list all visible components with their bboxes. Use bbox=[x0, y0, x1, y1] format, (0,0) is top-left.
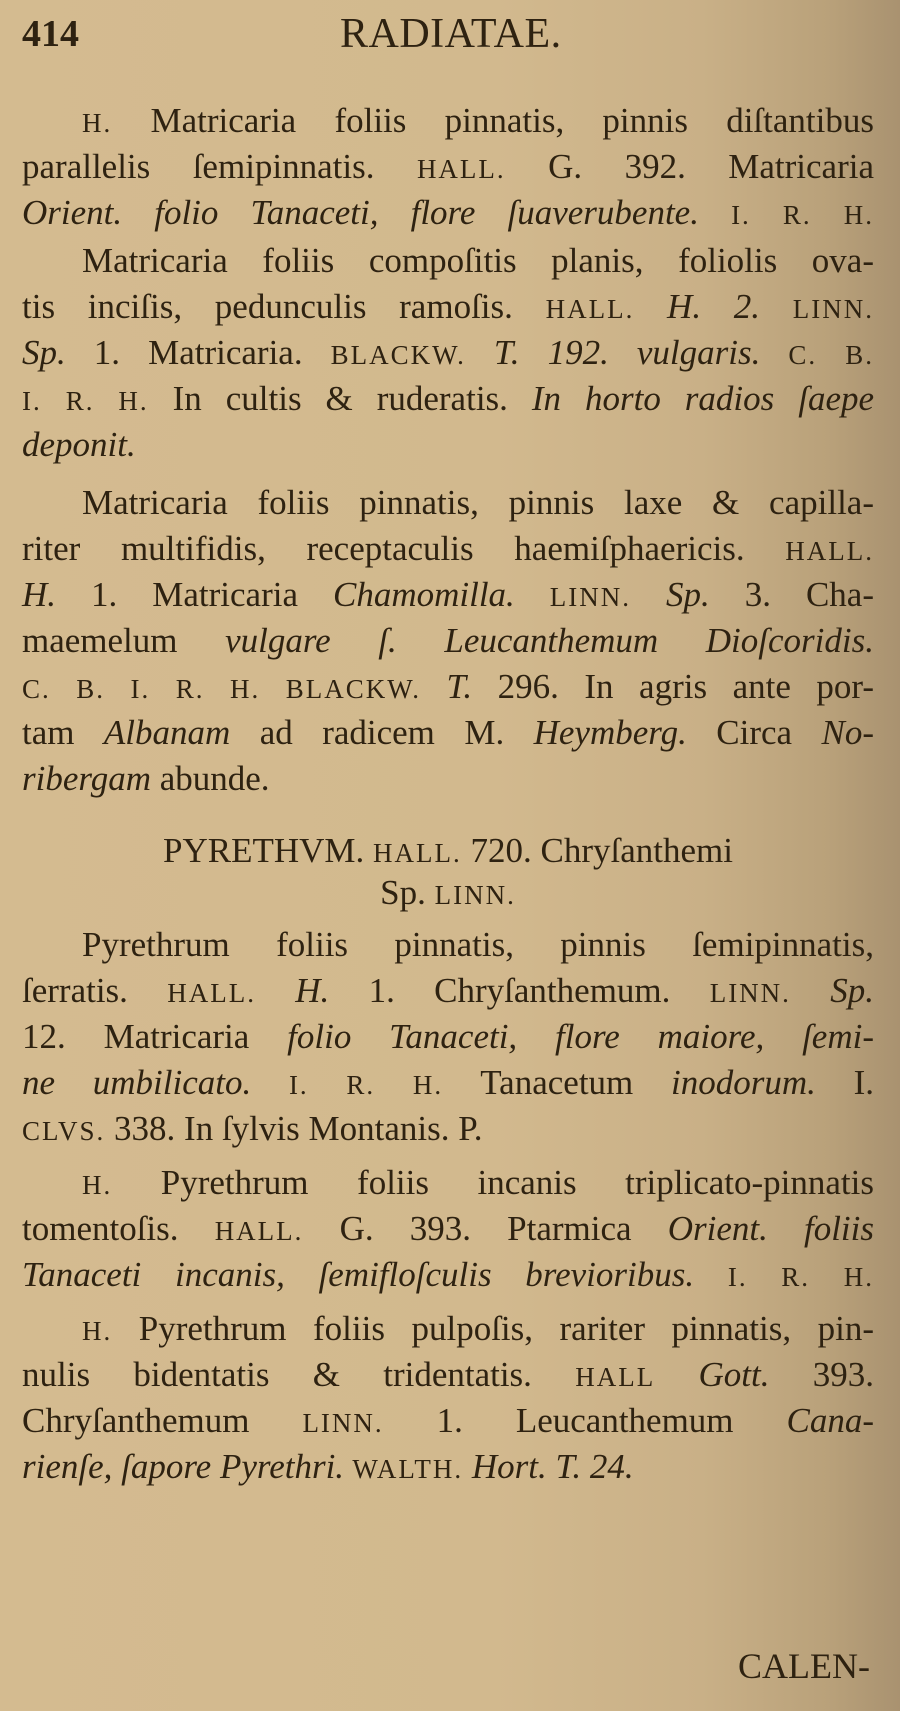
genus-heading-line2: Sp. LINN. bbox=[380, 873, 516, 912]
text-line: Pyrethrum foliis pinnatis, pinnis ſemipinnatis, bbox=[82, 925, 874, 964]
text-line: riter multifidis, receptaculis haemiſphaericis. HALL. bbox=[22, 529, 874, 568]
text-line: Orient. folio Tanaceti, flore ſuaverubente. I. R. H. bbox=[22, 193, 874, 232]
page-header bbox=[22, 6, 860, 66]
catchword: CALEN- bbox=[738, 1646, 870, 1686]
text-line: CLVS. 338. In ſylvis Montanis. P. bbox=[22, 1109, 483, 1148]
text-line: ſerratis. HALL. H. 1. Chryſanthemum. LINN. Sp. bbox=[22, 971, 874, 1010]
text-line: tam Albanam ad radicem M. Heymberg. Circa No- bbox=[22, 713, 875, 752]
genus-heading: PYRETHVM. HALL. 720. Chryſanthemi bbox=[163, 831, 733, 870]
text-line: parallelis ſemipinnatis. HALL. G. 392. Matricaria bbox=[22, 147, 874, 186]
text-line: rienſe, ſapore Pyrethri. WALTH. Hort. T. 24. bbox=[22, 1447, 634, 1486]
page-number: 414 bbox=[22, 13, 79, 55]
text-line: deponit. bbox=[22, 425, 136, 464]
text-line: I. R. H. In cultis & ruderatis. In horto radios ſaepe bbox=[22, 379, 875, 418]
text-line: maemelum vulgare ſ. Leucanthemum Dioſcoridis. bbox=[22, 621, 874, 660]
text-line: tis inciſis, pedunculis ramoſis. HALL. H. 2. LINN. bbox=[22, 287, 874, 326]
text-line: Matricaria foliis pinnatis, pinnis laxe & capilla- bbox=[82, 483, 874, 522]
running-head: RADIATAE. bbox=[340, 11, 562, 57]
text-line: H. 1. Matricaria Chamomilla. LINN. Sp. 3. Cha- bbox=[22, 575, 874, 614]
text-line: Sp. 1. Matricaria. BLACKW. T. 192. vulgaris. C. B. bbox=[22, 333, 874, 372]
text-line: ne umbilicato. I. R. H. Tanacetum inodorum. I. bbox=[22, 1063, 875, 1102]
text-line: ribergam abunde. bbox=[22, 759, 270, 798]
text-line: nulis bidentatis & tridentatis. HALL Gott. 393. bbox=[22, 1355, 874, 1394]
text-line: Matricaria foliis compoſitis planis, foliolis ova- bbox=[82, 241, 874, 280]
text-line: tomentoſis. HALL. G. 393. Ptarmica Orient. foliis bbox=[22, 1209, 874, 1248]
text-line: 12. Matricaria folio Tanaceti, flore maiore, ſemi- bbox=[22, 1017, 874, 1056]
text-line: Tanaceti incanis, ſemifloſculis brevioribus. I. R. H. bbox=[22, 1255, 874, 1294]
text-line: H. Pyrethrum foliis incanis triplicato-pinnatis bbox=[82, 1163, 874, 1202]
text-line: Chryſanthemum LINN. 1. Leucanthemum Cana- bbox=[22, 1401, 874, 1440]
text-line: H. Matricaria foliis pinnatis, pinnis diſtantibus bbox=[82, 101, 874, 140]
text-line: H. Pyrethrum foliis pulpoſis, rariter pinnatis, pin- bbox=[82, 1309, 874, 1348]
text-line: C. B. I. R. H. BLACKW. T. 296. In agris ante por- bbox=[22, 667, 874, 706]
